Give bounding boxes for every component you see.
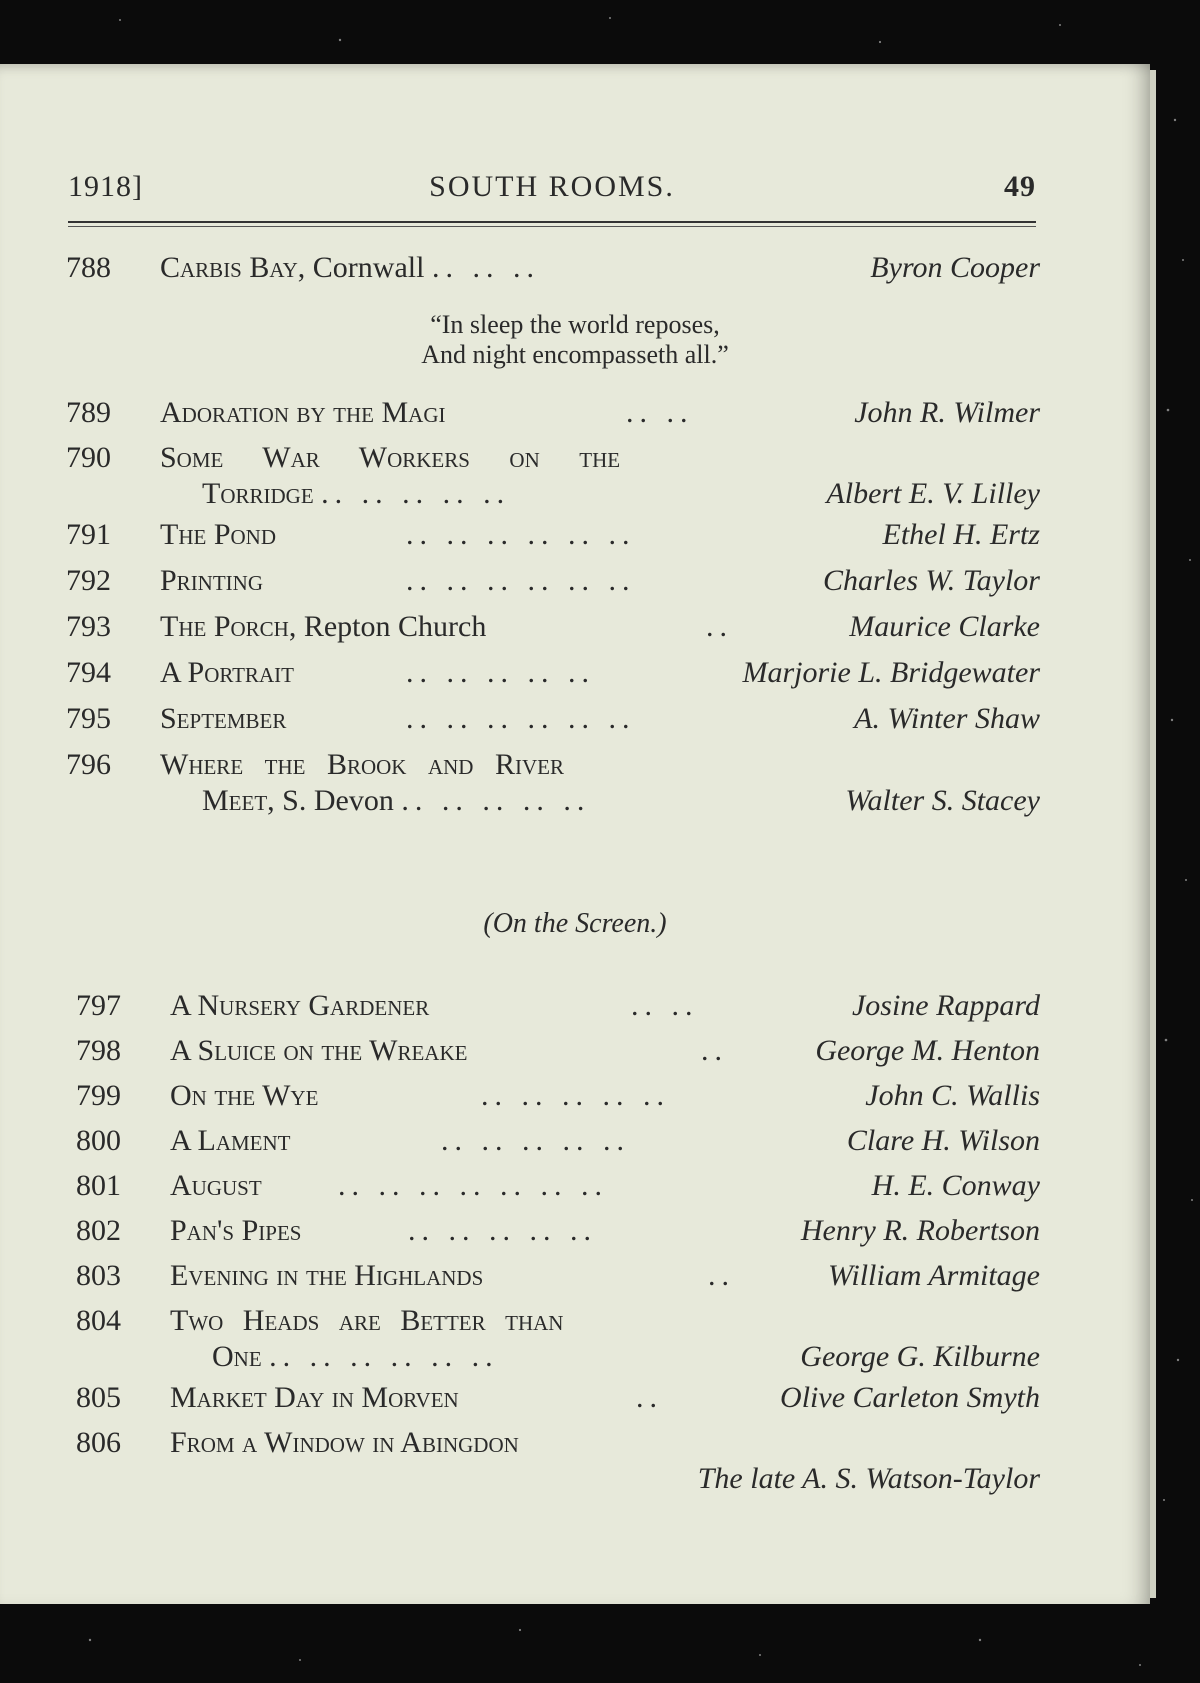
entry-title-continued: One .. .. .. .. .. .. — [212, 1340, 499, 1373]
entry-artist: Olive Carleton Smyth — [780, 1381, 1040, 1414]
entry-number: 803 — [76, 1259, 121, 1292]
catalogue-entry — [66, 609, 1040, 645]
entry-artist: Clare H. Wilson — [846, 1124, 1040, 1157]
entry-artist: John R. Wilmer — [854, 396, 1040, 429]
entry-title: August — [170, 1169, 262, 1202]
entry-number: 800 — [76, 1124, 121, 1157]
catalogue-entry — [76, 1168, 1040, 1204]
entry-title-continued: Meet, S. Devon .. .. .. .. .. — [202, 784, 591, 817]
entry-title: A Lament — [170, 1124, 291, 1157]
leader-dots: .. .. — [631, 989, 699, 1022]
header-rule-thin — [68, 226, 1036, 227]
catalogue-entry — [76, 1258, 1040, 1294]
entry-title: Pan's Pipes — [170, 1214, 302, 1247]
entry-number: 789 — [66, 396, 111, 429]
entry-number: 795 — [66, 702, 111, 735]
entry-artist: The late A. S. Watson-Taylor — [697, 1462, 1040, 1495]
entry-title: Market Day in Morven — [170, 1381, 459, 1414]
leader-dots: .. .. .. — [431, 251, 540, 284]
page-header — [68, 170, 1036, 210]
entry-title: Evening in the Highlands — [170, 1259, 484, 1292]
catalogue-entry — [76, 988, 1040, 1024]
leader-dots: .. .. .. .. .. — [481, 1079, 670, 1112]
entry-artist: George M. Henton — [815, 1034, 1040, 1067]
quote-line-2: And night encompasseth all.” — [421, 340, 729, 369]
entry-number: 798 — [76, 1034, 121, 1067]
entry-number: 790 — [66, 441, 111, 474]
catalogue-entry — [66, 517, 1040, 553]
entry-title: Two Heads are Better than — [170, 1304, 564, 1337]
entry-title: The Porch, Repton Church — [160, 610, 487, 643]
leader-dots: .. .. .. .. .. .. — [406, 518, 636, 551]
leader-dots: .. .. .. .. .. — [408, 1214, 597, 1247]
entry-title-continued: Torridge .. .. .. .. .. — [202, 477, 511, 510]
catalogue-entry — [76, 1213, 1040, 1249]
entry-number: 806 — [76, 1426, 121, 1459]
catalogue-entry — [76, 1123, 1040, 1159]
leader-dots: .. .. .. .. .. — [441, 1124, 630, 1157]
leader-dots: .. .. .. .. .. — [406, 656, 595, 689]
catalogue-entry — [76, 1033, 1040, 1069]
catalogue-entry — [76, 1303, 1040, 1375]
leader-dots: .. — [701, 1034, 728, 1067]
entry-artist: Charles W. Taylor — [822, 564, 1040, 597]
entry-title: September — [160, 702, 287, 735]
entry-number: 805 — [76, 1381, 121, 1414]
catalogue-entry — [66, 440, 1040, 512]
entry-title: On the Wye — [170, 1079, 319, 1112]
catalogue-entry — [66, 655, 1040, 691]
entry-number: 793 — [66, 610, 111, 643]
entry-title: Some War Workers on the — [160, 441, 621, 474]
entry-artist: Albert E. V. Lilley — [826, 477, 1040, 510]
entry-artist: A. Winter Shaw — [854, 702, 1040, 735]
entry-number: 797 — [76, 989, 121, 1022]
quote-line-1: “In sleep the world reposes, — [430, 310, 720, 339]
entry-artist: George G. Kilburne — [800, 1340, 1040, 1373]
leader-dots: .. .. .. .. .. .. — [406, 564, 636, 597]
entry-title: From a Window in Abingdon — [170, 1426, 519, 1459]
entry-title: Carbis Bay, Cornwall .. .. .. — [160, 251, 540, 284]
section-note: (On the Screen.) — [483, 908, 667, 939]
page-edge — [1150, 70, 1156, 1598]
leader-dots: .. .. .. .. .. .. — [406, 702, 636, 735]
leader-dots: .. — [708, 1259, 735, 1292]
entry-artist: Marjorie L. Bridgewater — [742, 656, 1040, 689]
entry-artist: Walter S. Stacey — [845, 784, 1040, 817]
entry-number: 788 — [66, 251, 111, 284]
entry-artist: John C. Wallis — [865, 1079, 1040, 1112]
entry-artist: H. E. Conway — [871, 1169, 1040, 1202]
entry-title: A Nursery Gardener — [170, 989, 430, 1022]
header-year: 1918] — [68, 170, 143, 203]
leader-dots: .. .. .. .. .. .. .. — [338, 1169, 608, 1202]
leader-dots: .. — [636, 1381, 663, 1414]
catalogue-entry — [76, 1380, 1040, 1416]
entry-number: 792 — [66, 564, 111, 597]
catalogue-entry — [66, 747, 1040, 819]
entry-number: 791 — [66, 518, 111, 551]
entry-artist: Ethel H. Ertz — [882, 518, 1040, 551]
catalogue-entry — [66, 395, 1040, 431]
entry-artist: William Armitage — [828, 1259, 1040, 1292]
header-room: SOUTH ROOMS. — [429, 170, 675, 203]
entry-number: 801 — [76, 1169, 121, 1202]
entry-title: Adoration by the Magi — [160, 396, 446, 429]
entry-title: Where the Brook and River — [160, 748, 564, 781]
entry-number: 802 — [76, 1214, 121, 1247]
entry-artist: Byron Cooper — [870, 251, 1040, 284]
entry-artist: Maurice Clarke — [849, 610, 1040, 643]
entry-title: A Sluice on the Wreake — [170, 1034, 468, 1067]
catalogue-entry — [66, 250, 1040, 286]
entry-number: 799 — [76, 1079, 121, 1112]
entry-artist: Josine Rappard — [851, 989, 1040, 1022]
catalogue-entry — [66, 563, 1040, 599]
leader-dots: .. .. — [626, 396, 694, 429]
catalogue-entry — [76, 1425, 1040, 1497]
entry-title: A Portrait — [160, 656, 294, 689]
entry-number: 794 — [66, 656, 111, 689]
entry-artist: Henry R. Robertson — [800, 1214, 1040, 1247]
entry-title: Printing — [160, 564, 264, 597]
catalogue-entry — [76, 1078, 1040, 1114]
entry-number: 796 — [66, 748, 111, 781]
entry-title: The Pond — [160, 518, 276, 551]
leader-dots: .. — [706, 610, 733, 643]
page-number: 49 — [1004, 170, 1036, 203]
header-rule — [68, 221, 1036, 223]
catalogue-entry — [66, 701, 1040, 737]
entry-number: 804 — [76, 1304, 121, 1337]
